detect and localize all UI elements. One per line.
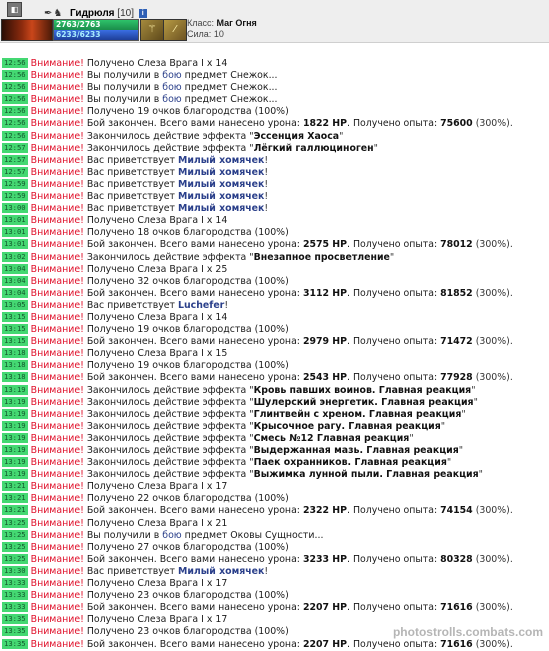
effect-name: Шулерский энергетик. Главная реакция: [253, 396, 474, 408]
log-row: [2, 457, 547, 469]
log-text: . Получено опыта:: [347, 505, 441, 517]
log-text: . Получено опыта:: [347, 239, 441, 251]
effect-name: Смесь №12 Главная реакция: [253, 432, 410, 444]
battle-link[interactable]: бою: [162, 94, 182, 106]
log-text: !: [264, 191, 269, 203]
log-text: Вас приветствует: [83, 166, 178, 178]
timestamp[interactable]: 12:56: [4, 130, 26, 140]
timestamp[interactable]: 13:01: [4, 227, 26, 237]
info-icon[interactable]: i: [139, 9, 147, 18]
log-text: !: [264, 565, 269, 577]
timestamp[interactable]: 12:56: [4, 106, 26, 116]
log-row: [2, 590, 547, 602]
warning-label: Внимание!: [30, 118, 84, 130]
exp-value: 80328: [440, 553, 473, 565]
timestamp[interactable]: 13:19: [4, 384, 26, 394]
log-text: !: [264, 154, 269, 166]
log-text: Получено Слеза Врага I x 15: [83, 348, 228, 360]
log-text: Вы получили в: [83, 94, 163, 106]
warning-label: Внимание!: [30, 227, 84, 239]
log-row: [2, 542, 547, 554]
log-text: ": [440, 420, 446, 432]
timestamp[interactable]: 13:19: [4, 420, 26, 430]
log-row: [2, 179, 547, 191]
log-text: Вас приветствует: [83, 178, 178, 190]
timestamp[interactable]: 13:25: [4, 553, 26, 563]
warning-label: Внимание!: [30, 154, 84, 166]
timestamp[interactable]: 13:19: [4, 432, 26, 442]
log-text: (300%).: [472, 505, 513, 517]
player-name-link[interactable]: Милый хомячек: [178, 203, 265, 215]
log-text: Получено 19 очков благородства (100%): [83, 324, 289, 336]
effect-name: Крысочное рагу. Главная реакция: [253, 420, 441, 432]
bird-icon[interactable]: ♞: [53, 8, 64, 19]
warning-label: Внимание!: [30, 420, 84, 432]
log-row: [2, 385, 547, 397]
log-row: [2, 239, 547, 251]
log-text: Бой закончен. Всего вами нанесено урона:: [83, 336, 303, 348]
warning-label: Внимание!: [30, 215, 84, 227]
log-text: Закончилось действие эффекта ": [83, 408, 254, 420]
timestamp[interactable]: 13:18: [4, 372, 26, 382]
log-text: Бой закончен. Всего вами нанесено урона:: [83, 372, 303, 384]
log-text: Получено Слеза Врага I x 14: [83, 58, 228, 69]
log-row: [2, 348, 547, 360]
battle-link[interactable]: бою: [162, 529, 182, 541]
warning-label: Внимание!: [30, 251, 84, 263]
log-text: Получено Слеза Врага I x 14: [83, 215, 228, 227]
warning-label: Внимание!: [30, 287, 84, 299]
log-row: [2, 336, 547, 348]
log-row: [2, 554, 547, 566]
warning-label: Внимание!: [30, 590, 84, 602]
player-name-link[interactable]: Милый хомячек: [178, 191, 265, 203]
log-text: Получено Слеза Врага I x 14: [83, 311, 228, 323]
chat-log[interactable]: [2, 58, 547, 650]
log-text: Вы получили в: [83, 70, 163, 82]
timestamp[interactable]: 12:57: [4, 142, 26, 152]
log-row: [2, 191, 547, 203]
timestamp[interactable]: 12:56: [4, 94, 26, 104]
timestamp[interactable]: 12:57: [4, 154, 26, 164]
log-text: !: [264, 178, 269, 190]
log-row: [2, 481, 547, 493]
log-row: [2, 288, 547, 300]
log-text: !: [224, 299, 229, 311]
log-row: [2, 409, 547, 421]
timestamp[interactable]: 12:56: [4, 82, 26, 92]
exp-value: 71616: [440, 602, 473, 614]
hp-mp-bars: [53, 19, 139, 41]
log-row: [2, 118, 547, 130]
warning-label: Внимание!: [30, 311, 84, 323]
effect-name: Кровь павших воинов. Главная реакция: [253, 384, 472, 396]
log-text: ": [409, 432, 414, 444]
timestamp[interactable]: 12:57: [4, 166, 26, 176]
log-text: ": [471, 384, 476, 396]
log-text: Вас приветствует: [83, 565, 178, 577]
log-text: Получено Слеза Врага I x 17: [83, 614, 228, 626]
log-text: Закончилось действие эффекта ": [83, 142, 254, 154]
log-text: Вас приветствует: [83, 154, 178, 166]
staff-slot-icon[interactable]: ⚚: [140, 19, 164, 41]
warning-label: Внимание!: [30, 626, 84, 638]
warning-label: Внимание!: [30, 505, 84, 517]
effect-name: Выжимка лунной пыли. Главная реакция: [253, 469, 479, 481]
log-row: [2, 518, 547, 530]
timestamp[interactable]: 13:21: [4, 505, 26, 515]
timestamp[interactable]: 13:35: [4, 626, 26, 636]
log-text: Бой закончен. Всего вами нанесено урона:: [83, 553, 303, 565]
log-text: Закончилось действие эффекта ": [83, 130, 254, 142]
damage-value: 2322 HP: [302, 505, 348, 517]
log-text: !: [264, 166, 269, 178]
log-text: ": [458, 445, 464, 456]
exp-value: 74154: [440, 505, 473, 517]
log-text: предмет Снежок...: [181, 82, 278, 94]
warning-label: Внимание!: [30, 445, 84, 456]
warning-label: Внимание!: [30, 94, 84, 106]
log-text: (300%).: [472, 239, 513, 251]
warning-label: Внимание!: [30, 396, 84, 408]
log-text: Закончилось действие эффекта ": [83, 469, 254, 481]
timestamp[interactable]: 13:01: [4, 239, 26, 249]
timestamp[interactable]: 13:19: [4, 396, 26, 406]
timestamp[interactable]: 13:01: [4, 215, 26, 225]
warning-label: Внимание!: [30, 565, 84, 577]
log-text: ": [389, 251, 395, 263]
warning-label: Внимание!: [30, 384, 84, 396]
timestamp[interactable]: 12:56: [4, 118, 26, 128]
exp-value: 77928: [440, 372, 473, 384]
timestamp[interactable]: 13:05: [4, 299, 26, 309]
log-text: Закончилось действие эффекта ": [83, 384, 254, 396]
log-text: ": [446, 457, 452, 469]
log-row: [2, 276, 547, 288]
log-text: Получено Слеза Врага I x 17: [83, 578, 228, 590]
mp-bar: 6233/6233: [54, 30, 138, 40]
timestamp[interactable]: 13:02: [4, 251, 26, 261]
log-row: [2, 530, 547, 542]
warning-label: Внимание!: [30, 578, 84, 590]
warning-label: Внимание!: [30, 324, 84, 336]
level-text: [10]: [117, 8, 134, 19]
battle-link[interactable]: бою: [162, 82, 182, 94]
watermark: photostrolls.combats.com: [392, 625, 543, 639]
warning-label: Внимание!: [30, 239, 84, 251]
warning-label: Внимание!: [30, 517, 84, 529]
log-text: ": [339, 130, 344, 142]
log-text: . Получено опыта:: [347, 553, 441, 565]
timestamp[interactable]: 13:35: [4, 638, 26, 648]
log-row: [2, 203, 547, 215]
timestamp[interactable]: 13:18: [4, 360, 26, 370]
exp-value: 71616: [440, 638, 473, 650]
warning-label: Внимание!: [30, 299, 84, 311]
warning-label: Внимание!: [30, 142, 84, 154]
warning-label: Внимание!: [30, 360, 84, 372]
timestamp[interactable]: 13:00: [4, 203, 26, 213]
log-row: [2, 58, 547, 70]
log-row: [2, 505, 547, 517]
log-text: Получено 27 очков благородства (100%): [83, 541, 289, 553]
log-text: Закончилось действие эффекта ": [83, 396, 254, 408]
damage-value: 1822 HP: [302, 118, 348, 130]
timestamp[interactable]: 13:04: [4, 263, 26, 273]
log-text: Получено 32 очков благородства (100%): [83, 275, 289, 287]
log-text: Получено 18 очков благородства (100%): [83, 227, 289, 239]
log-text: Вы получили в: [83, 82, 163, 94]
warning-label: Внимание!: [30, 529, 84, 541]
timestamp[interactable]: 13:19: [4, 408, 26, 418]
log-text: Закончилось действие эффекта ": [83, 432, 254, 444]
log-text: Бой закончен. Всего вами нанесено урона:: [83, 638, 303, 650]
warning-label: Внимание!: [30, 348, 84, 360]
warning-label: Внимание!: [30, 336, 84, 348]
log-text: (300%).: [472, 287, 513, 299]
timestamp[interactable]: 13:15: [4, 324, 26, 334]
log-row: [2, 264, 547, 276]
timestamp[interactable]: 12:56: [4, 70, 26, 80]
log-text: (300%).: [472, 602, 513, 614]
log-text: !: [264, 203, 269, 215]
left-badge-icon[interactable]: ◧: [7, 2, 22, 17]
timestamp[interactable]: 12:56: [4, 58, 26, 67]
warning-label: Внимание!: [30, 70, 84, 82]
character-name[interactable]: [70, 8, 147, 19]
warning-label: Внимание!: [30, 457, 84, 469]
log-row: [2, 578, 547, 590]
log-text: (300%).: [472, 553, 513, 565]
timestamp[interactable]: 12:59: [4, 178, 26, 188]
log-row: [2, 421, 547, 433]
warning-label: Внимание!: [30, 203, 84, 215]
warning-label: Внимание!: [30, 58, 84, 69]
log-row: [2, 324, 547, 336]
log-text: Получено 23 очков благородства (100%): [83, 590, 289, 602]
log-row: [2, 155, 547, 167]
warning-label: Внимание!: [30, 106, 84, 118]
log-text: Бой закончен. Всего вами нанесено урона:: [83, 239, 303, 251]
timestamp[interactable]: 13:19: [4, 469, 26, 479]
log-text: предмет Оковы Сущности...: [181, 529, 324, 541]
log-text: предмет Снежок...: [181, 70, 278, 82]
nickname-text[interactable]: Гидрюля: [70, 8, 115, 19]
log-text: Получено Слеза Врага I x 21: [83, 517, 228, 529]
warning-label: Внимание!: [30, 275, 84, 287]
log-row: [2, 82, 547, 94]
timestamp[interactable]: 13:18: [4, 348, 26, 358]
log-text: Получено 23 очков благородства (100%): [83, 626, 289, 638]
damage-value: 2207 HP: [302, 602, 348, 614]
timestamp[interactable]: 13:04: [4, 275, 26, 285]
log-row: [2, 106, 547, 118]
log-text: ": [473, 396, 478, 408]
log-row: [2, 252, 547, 264]
log-row: [2, 469, 547, 481]
log-row: [2, 312, 547, 324]
log-text: . Получено опыта:: [347, 372, 441, 384]
timestamp[interactable]: 13:33: [4, 590, 26, 600]
timestamp[interactable]: 13:25: [4, 517, 26, 527]
log-text: ": [373, 142, 378, 154]
timestamp[interactable]: 13:33: [4, 602, 26, 612]
log-row: [2, 372, 547, 384]
log-row: [2, 433, 547, 445]
warning-label: Внимание!: [30, 432, 84, 444]
scroll-icon[interactable]: ✒: [44, 8, 54, 19]
avatar-image[interactable]: [1, 19, 53, 41]
log-row: [2, 227, 547, 239]
warning-label: Внимание!: [30, 602, 84, 614]
log-text: . Получено опыта:: [347, 118, 441, 130]
log-text: Вы получили в: [83, 529, 163, 541]
effect-name: Выдержанная мазь. Главная реакция: [253, 445, 459, 456]
timestamp[interactable]: 13:25: [4, 529, 26, 539]
strength-label: Сила:: [187, 29, 212, 39]
class-label: Класс:: [187, 18, 214, 28]
log-text: Бой закончен. Всего вами нанесено урона:: [83, 287, 303, 299]
warning-label: Внимание!: [30, 82, 84, 94]
warning-label: Внимание!: [30, 614, 84, 626]
player-name-link[interactable]: Милый хомячек: [178, 565, 265, 577]
timestamp[interactable]: 12:59: [4, 191, 26, 201]
warning-label: Внимание!: [30, 541, 84, 553]
log-text: предмет Снежок...: [181, 94, 278, 106]
warning-label: Внимание!: [30, 178, 84, 190]
warning-label: Внимание!: [30, 553, 84, 565]
log-text: Вас приветствует: [83, 191, 178, 203]
exp-value: 71472: [440, 336, 473, 348]
warning-label: Внимание!: [30, 408, 84, 420]
log-text: Бой закончен. Всего вами нанесено урона:: [83, 602, 303, 614]
log-row: [2, 445, 547, 457]
effect-name: Эссенция Хаоса: [253, 130, 340, 142]
character-stats: [187, 18, 257, 40]
strength-value: 10: [213, 29, 224, 39]
log-text: Получено 22 очков благородства (100%): [83, 493, 289, 505]
warning-label: Внимание!: [30, 263, 84, 275]
exp-value: 81852: [440, 287, 473, 299]
log-text: . Получено опыта:: [347, 638, 441, 650]
warning-label: Внимание!: [30, 469, 84, 481]
log-text: (300%).: [472, 372, 513, 384]
damage-value: 3233 HP: [302, 553, 348, 565]
hp-bar: 2763/2763: [54, 20, 138, 30]
log-text: Закончилось действие эффекта ": [83, 420, 254, 432]
log-row: [2, 94, 547, 106]
warning-label: Внимание!: [30, 166, 84, 178]
toolbar-icons: [44, 8, 63, 19]
damage-value: 2543 HP: [302, 372, 348, 384]
log-row: [2, 167, 547, 179]
warning-label: Внимание!: [30, 481, 84, 493]
log-row: [2, 493, 547, 505]
log-text: Закончилось действие эффекта ": [83, 457, 254, 469]
warning-label: Внимание!: [30, 493, 84, 505]
log-row: [2, 566, 547, 578]
log-text: Получено Слеза Врага I x 17: [83, 481, 228, 493]
log-row: [2, 639, 547, 651]
log-row: [2, 70, 547, 82]
log-text: Получено 19 очков благородства (100%): [83, 360, 289, 372]
log-row: [2, 143, 547, 155]
warning-label: Внимание!: [30, 638, 84, 650]
character-header: [0, 0, 549, 43]
warning-label: Внимание!: [30, 372, 84, 384]
log-text: ": [461, 408, 466, 420]
log-text: Получено 19 очков благородства (100%): [83, 106, 289, 118]
log-text: ": [478, 469, 483, 481]
timestamp[interactable]: 13:04: [4, 287, 26, 297]
log-row: [2, 397, 547, 409]
log-row: [2, 360, 547, 372]
player-name-link[interactable]: Милый хомячек: [178, 178, 265, 190]
timestamp[interactable]: 13:19: [4, 445, 26, 454]
timestamp[interactable]: 13:33: [4, 578, 26, 588]
log-row: [2, 215, 547, 227]
damage-value: 2979 HP: [302, 336, 348, 348]
wand-slot-icon[interactable]: ⁄: [163, 19, 187, 41]
effect-name: Лёгкий галлюциноген: [253, 142, 374, 154]
damage-value: 2575 HP: [302, 239, 348, 251]
timestamp[interactable]: 13:30: [4, 565, 26, 575]
timestamp[interactable]: 13:25: [4, 541, 26, 551]
log-text: (300%).: [472, 638, 513, 650]
log-text: (300%).: [472, 118, 513, 130]
log-text: . Получено опыта:: [347, 336, 441, 348]
log-row: [2, 131, 547, 143]
effect-name: Паек охранников. Главная реакция: [253, 457, 447, 469]
damage-value: 3112 HP: [302, 287, 348, 299]
damage-value: 2207 HP: [302, 638, 348, 650]
timestamp[interactable]: 13:15: [4, 336, 26, 346]
log-text: Закончилось действие эффекта ": [83, 445, 254, 456]
log-text: . Получено опыта:: [347, 602, 441, 614]
player-name-link[interactable]: Милый хомячек: [178, 166, 265, 178]
log-text: Закончилось действие эффекта ": [83, 251, 254, 263]
exp-value: 75600: [440, 118, 473, 130]
log-row: [2, 300, 547, 312]
effect-name: Глинтвейн с хреном. Главная реакция: [253, 408, 462, 420]
timestamp[interactable]: 13:35: [4, 614, 26, 624]
player-name-link[interactable]: Luchefer: [178, 299, 225, 311]
log-text: Получено Слеза Врага I x 25: [83, 263, 228, 275]
warning-label: Внимание!: [30, 191, 84, 203]
timestamp[interactable]: 13:21: [4, 481, 26, 491]
battle-link[interactable]: бою: [162, 70, 182, 82]
effect-name: Внезапное просветление: [253, 251, 390, 263]
timestamp[interactable]: 13:19: [4, 457, 26, 467]
log-text: Вас приветствует: [83, 203, 178, 215]
class-value: Маг Огня: [216, 18, 257, 28]
warning-label: Внимание!: [30, 130, 84, 142]
log-text: Бой закончен. Всего вами нанесено урона:: [83, 505, 303, 517]
timestamp[interactable]: 13:15: [4, 311, 26, 321]
timestamp[interactable]: 13:21: [4, 493, 26, 503]
log-text: Вас приветствует: [83, 299, 178, 311]
player-name-link[interactable]: Милый хомячек: [178, 154, 265, 166]
log-row: [2, 602, 547, 614]
log-text: . Получено опыта:: [347, 287, 441, 299]
exp-value: 78012: [440, 239, 473, 251]
log-text: Бой закончен. Всего вами нанесено урона:: [83, 118, 303, 130]
log-text: (300%).: [472, 336, 513, 348]
